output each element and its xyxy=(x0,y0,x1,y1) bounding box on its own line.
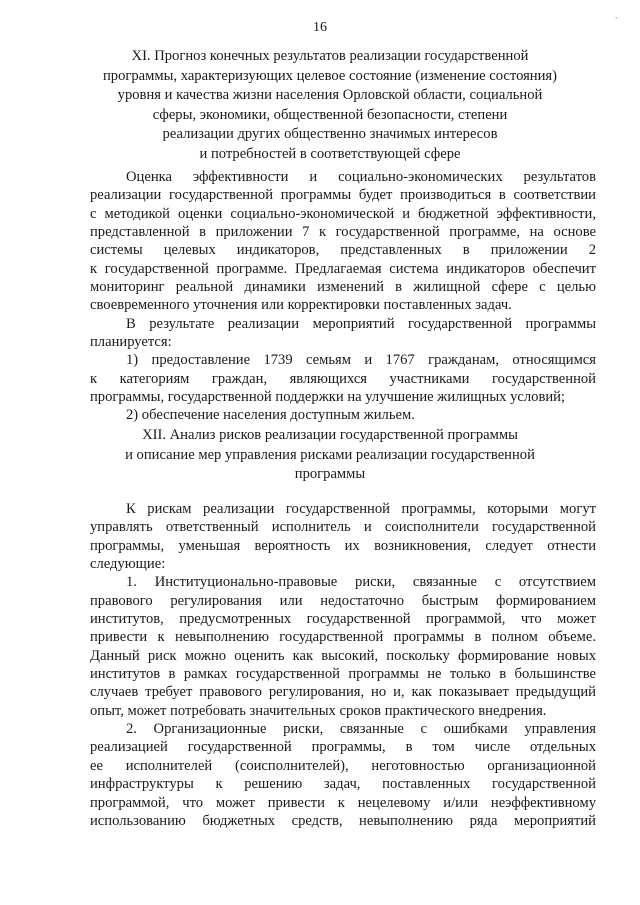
text-line: ее исполнителей (соисполнителей), неготовностью организационной xyxy=(90,757,596,774)
text-line: к государственной программе. Предлагаемая система индикаторов обеспечит xyxy=(90,260,596,277)
section-12-body xyxy=(90,500,596,830)
heading-line: реализации других общественно значимых интересов xyxy=(162,126,498,143)
heading-line: XI. Прогноз конечных результатов реализации государственной xyxy=(131,48,529,64)
text-line: 2. Организационные риски, связанные с ошибками управления xyxy=(126,721,596,738)
section-11-heading xyxy=(95,47,565,165)
text-line: к категориям граждан, являющихся участниками государственной xyxy=(90,370,596,387)
text-line: Оценка эффективности и социально-экономических результатов xyxy=(126,169,596,185)
text-line: реализации государственной программы будет производиться в соответствии xyxy=(90,187,596,204)
text-line: 2) обеспечение населения доступным жильем. xyxy=(126,407,415,424)
text-line: правового регулирования или недостаточно быстрым формированием xyxy=(90,592,596,609)
text-line: инфраструктуры к решению задач, поставленных государственной xyxy=(90,776,596,793)
heading-line: и потребностей в соответствующей сфере xyxy=(199,145,461,162)
text-line: реализацией государственной программы, в том числе отдельных xyxy=(90,739,596,756)
text-line: 1) предоставление 1739 семьям и 1767 гражданам, относящимся xyxy=(126,352,596,369)
page-number: 16 xyxy=(313,20,327,35)
text-line: использованию бюджетных средств, невыполнению ряда мероприятий xyxy=(90,812,596,829)
text-line: программы, уменьшая вероятность их возникновения, следует отнести xyxy=(90,537,596,554)
text-line: планируется: xyxy=(90,334,172,351)
text-line: 1. Институционально-правовые риски, связанные с отсутствием xyxy=(126,574,596,591)
text-line: привести к невыполнению государственной программы в полном объеме. xyxy=(90,629,596,646)
heading-line: программы xyxy=(294,466,366,483)
text-line: институтов, предусмотренных государственной программой, что может xyxy=(90,611,596,628)
text-line: мониторинг реальной динамики изменений в жилищной сфере с целью xyxy=(90,279,596,296)
text-line: своевременного уточнения или корректировки поставленных задач. xyxy=(90,297,512,314)
heading-line: сферы, экономики, общественной безопасности, степени xyxy=(152,106,508,123)
text-line: Данный риск можно оценить как высокий, поскольку формирование новых xyxy=(90,647,596,664)
text-line: опыт, может потребовать значительных сроков практического внедрения. xyxy=(90,702,547,719)
text-line: институтов в рамках государственной программы не только в большинстве xyxy=(90,666,596,683)
heading-line: программы, характеризующих целевое состояние (изменение состояния) xyxy=(102,67,558,84)
text-line: системы целевых индикаторов, представленных в приложении 2 xyxy=(90,242,596,259)
heading-line: уровня и качества жизни населения Орловской области, социальной xyxy=(117,87,543,104)
text-line: программы, государственной поддержки на улучшение жилищных условий; xyxy=(90,389,566,406)
text-line: представленной в приложении 7 к государственной программе, на основе xyxy=(90,224,596,241)
section-11-body xyxy=(90,168,596,425)
heading-line: XII. Анализ рисков реализации государственной программы xyxy=(142,427,518,443)
text-line: В результате реализации мероприятий государственной программы xyxy=(126,315,596,332)
scan-mark: ˎ xyxy=(614,8,618,19)
text-line: программой, что может привести к нецелевому и/или неэффективному xyxy=(90,794,596,811)
section-12-heading xyxy=(95,426,565,485)
text-line: К рискам реализации государственной программы, которыми могут xyxy=(126,501,596,517)
text-line: управлять ответственный исполнитель и соисполнители государственной xyxy=(90,519,596,536)
text-line: случаев требует правового регулирования, но и, как показывает предыдущий xyxy=(90,684,596,701)
text-line: с методикой оценки социально-экономической и бюджетной эффективности, xyxy=(90,205,596,222)
heading-line: и описание мер управления рисками реализации государственной xyxy=(125,446,535,463)
text-line: следующие: xyxy=(90,556,166,573)
